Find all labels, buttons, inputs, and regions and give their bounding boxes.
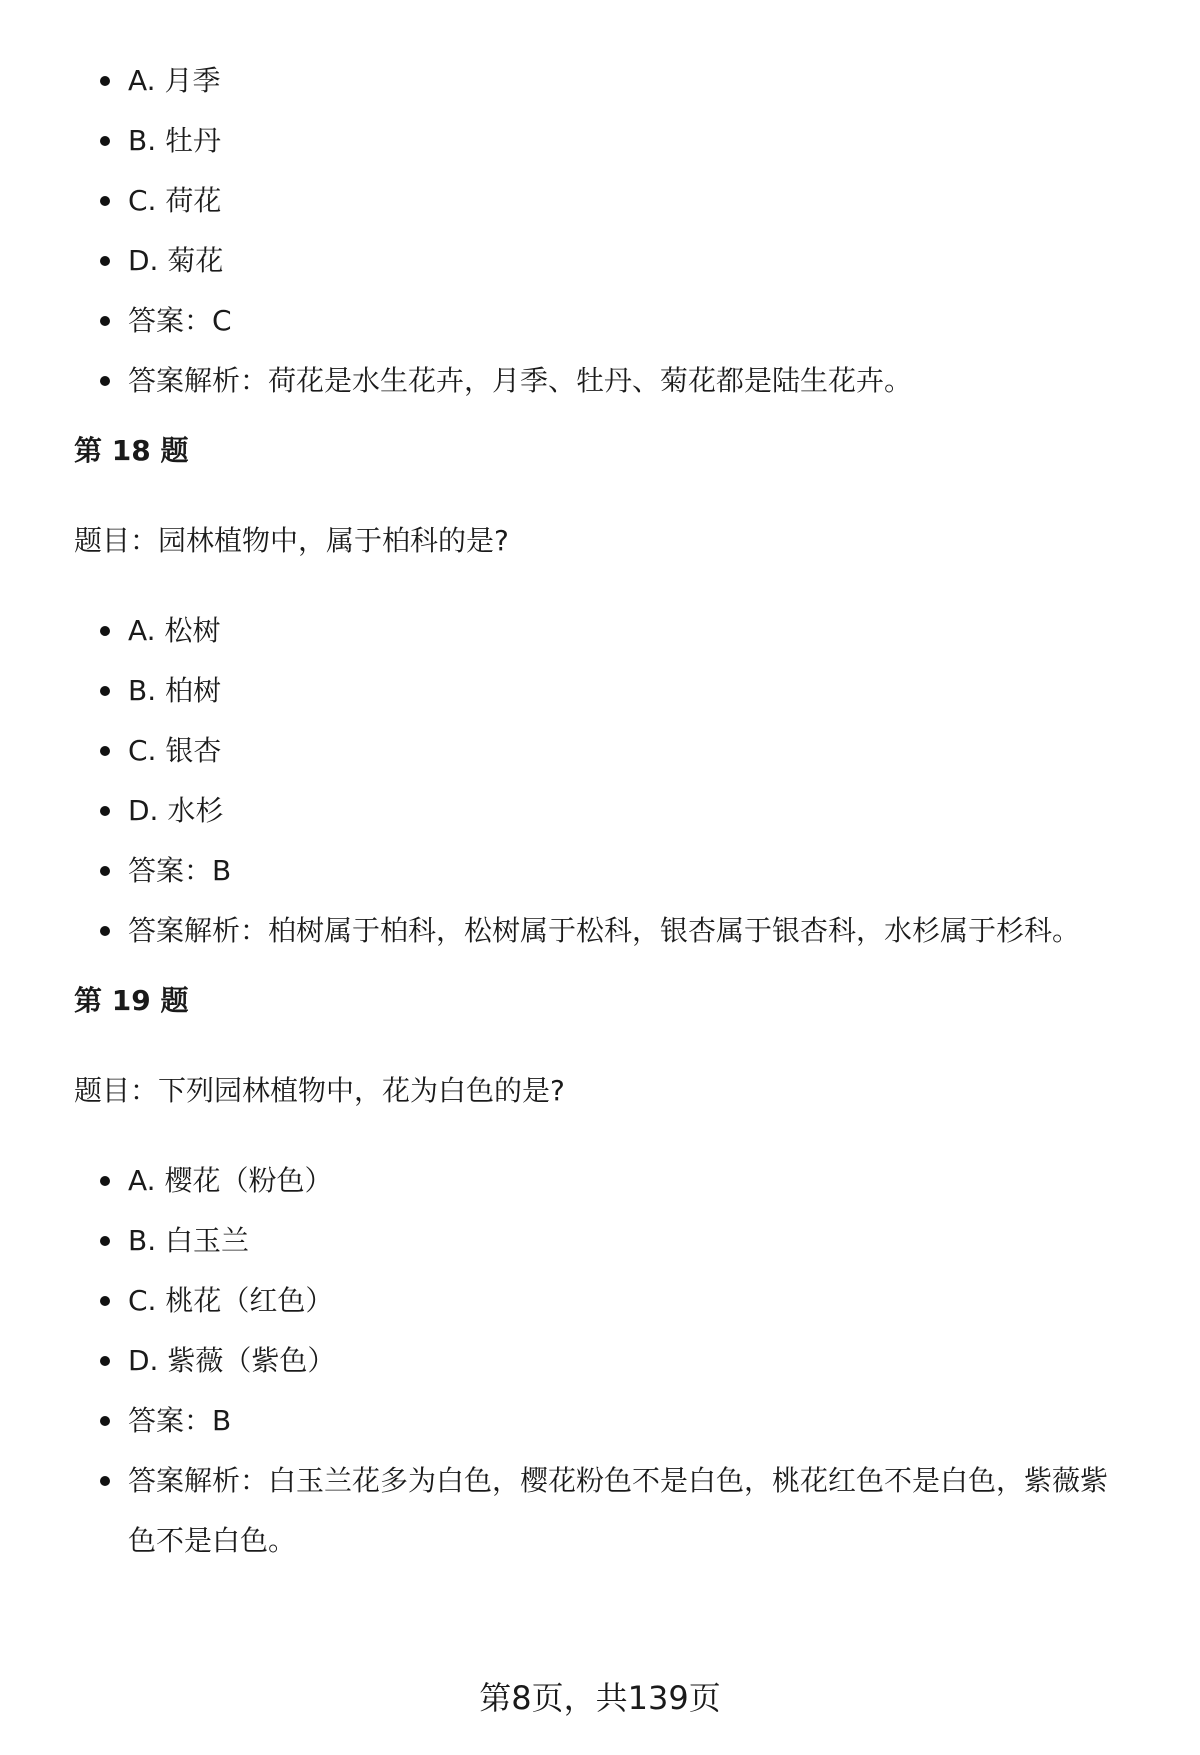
option-text: B. 白玉兰 bbox=[128, 1224, 250, 1257]
answer-text: 答案：C bbox=[128, 304, 232, 337]
explanation-text: 答案解析：柏树属于柏科，松树属于松科，银杏属于银杏科，水杉属于杉科。 bbox=[128, 914, 1081, 947]
explanation-item bbox=[74, 1451, 1134, 1571]
list-item bbox=[74, 122, 1134, 160]
bullet-icon bbox=[100, 686, 110, 696]
page-content bbox=[74, 62, 1134, 1593]
page-footer: 第8页，共139页 bbox=[479, 1679, 721, 1717]
bullet-icon bbox=[100, 76, 110, 86]
bullet-icon bbox=[100, 136, 110, 146]
bullet-icon bbox=[100, 1356, 110, 1366]
question-heading: 第 19 题 bbox=[74, 984, 189, 1017]
bullet-icon bbox=[100, 1476, 110, 1486]
list-item bbox=[74, 1162, 1134, 1200]
bullet-icon bbox=[100, 1176, 110, 1186]
list-item bbox=[74, 672, 1134, 710]
list-item bbox=[74, 732, 1134, 770]
list-item bbox=[74, 182, 1134, 220]
list-item bbox=[74, 1222, 1134, 1260]
bullet-icon bbox=[100, 196, 110, 206]
option-text: C. 桃花（红色） bbox=[128, 1284, 334, 1317]
bullet-icon bbox=[100, 806, 110, 816]
answer-text: 答案：B bbox=[128, 1404, 232, 1437]
option-text: B. 柏树 bbox=[128, 674, 222, 707]
answer-text: 答案：B bbox=[128, 854, 232, 887]
question-stem: 题目：下列园林植物中，花为白色的是? bbox=[74, 1074, 565, 1107]
list-item bbox=[74, 792, 1134, 830]
q19-option-list bbox=[74, 1162, 1134, 1571]
list-item bbox=[74, 1342, 1134, 1380]
explanation-item bbox=[74, 362, 1134, 400]
list-item bbox=[74, 612, 1134, 650]
bullet-icon bbox=[100, 1296, 110, 1306]
question-stem: 题目：园林植物中，属于柏科的是? bbox=[74, 524, 509, 557]
list-item bbox=[74, 62, 1134, 100]
option-text: A. 樱花（粉色） bbox=[128, 1164, 333, 1197]
option-text: B. 牡丹 bbox=[128, 124, 222, 157]
option-text: D. 水杉 bbox=[128, 794, 224, 827]
option-text: D. 紫薇（紫色） bbox=[128, 1344, 336, 1377]
bullet-icon bbox=[100, 926, 110, 936]
bullet-icon bbox=[100, 866, 110, 876]
option-text: C. 荷花 bbox=[128, 184, 222, 217]
bullet-icon bbox=[100, 256, 110, 266]
option-text: A. 松树 bbox=[128, 614, 221, 647]
option-text: A. 月季 bbox=[128, 64, 221, 97]
q17-option-list bbox=[74, 62, 1134, 400]
list-item bbox=[74, 1282, 1134, 1320]
bullet-icon bbox=[100, 746, 110, 756]
bullet-icon bbox=[100, 316, 110, 326]
bullet-icon bbox=[100, 626, 110, 636]
list-item bbox=[74, 242, 1134, 280]
question-heading: 第 18 题 bbox=[74, 434, 189, 467]
explanation-text: 答案解析：白玉兰花多为白色，樱花粉色不是白色，桃花红色不是白色，紫薇紫色不是白色。 bbox=[128, 1464, 1109, 1557]
q18-option-list bbox=[74, 612, 1134, 950]
answer-item bbox=[74, 302, 1134, 340]
option-text: D. 菊花 bbox=[128, 244, 224, 277]
bullet-icon bbox=[100, 1416, 110, 1426]
answer-item bbox=[74, 852, 1134, 890]
explanation-item bbox=[74, 912, 1134, 950]
option-text: C. 银杏 bbox=[128, 734, 222, 767]
bullet-icon bbox=[100, 376, 110, 386]
explanation-text: 答案解析：荷花是水生花卉，月季、牡丹、菊花都是陆生花卉。 bbox=[128, 364, 913, 397]
bullet-icon bbox=[100, 1236, 110, 1246]
answer-item bbox=[74, 1402, 1134, 1440]
